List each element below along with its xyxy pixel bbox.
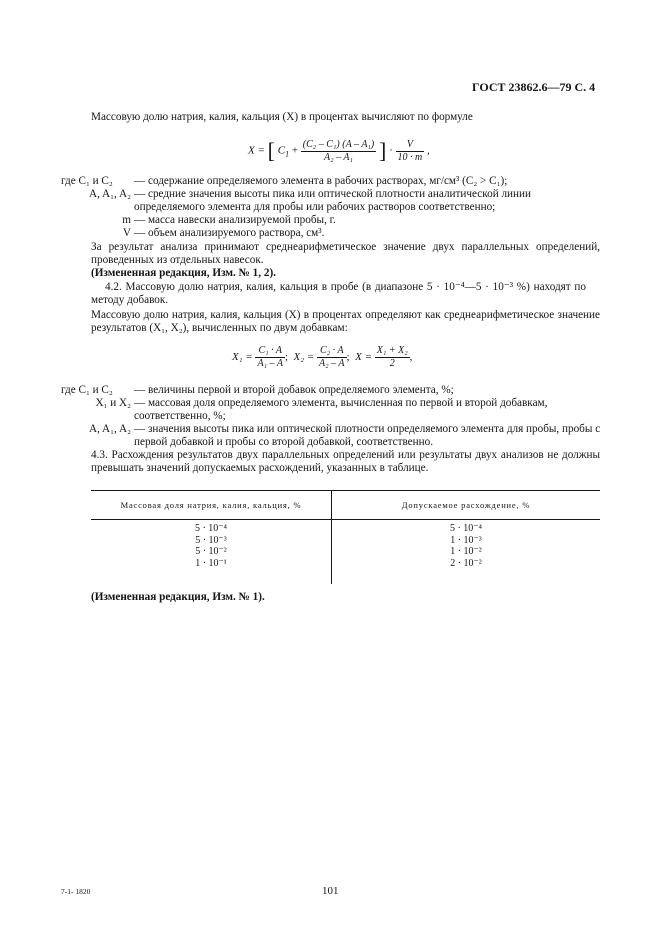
legend-2-symbol: A, A₁, A₂ [89,423,131,435]
section-4-3: 4.3. Расхождения результатов двух параллельных определений или результаты двух анализов не должны превышать значений допускаемых расхождений, указанных в таблице. [91,449,600,474]
legend-1-text: — масса навески анализируемой пробы, г. [134,214,336,226]
legend-1-row [61,227,601,240]
formula-1-fraction-2 [396,139,425,164]
fraction-2-denominator: 10 · m [397,151,423,163]
table-value: 5 · 10⁻² [195,546,227,557]
table-header-tolerance: Допускаемое расхождение, % [332,491,601,520]
tolerance-table [91,490,600,584]
legend-2-symbol: X₁ и X₂ [95,397,131,409]
table-header-row [91,491,600,520]
legend-1-symbol: m [122,214,131,226]
fraction-2-numerator: V [396,139,425,152]
formula-2-x2-fraction [317,345,347,370]
edit-note-2: (Измененная редакция, Изм. № 1). [91,591,265,603]
x1-denominator: A₁ – A [257,358,283,369]
result-paragraph: За результат анализа принимают среднеарифметическое значение двух параллельных определений, проведенных из отдельных навесок. [91,241,600,266]
formula-1-lhs: X = [248,144,265,157]
formula-1-plus: + [291,144,299,157]
legend-1-symbol: где C₁ и C₂ [61,175,113,187]
bracket-close: ] [379,138,387,163]
table-value: 2 · 10⁻² [450,557,482,569]
formula-1-fraction-1 [301,139,376,164]
legend-1-text: — средние значения высоты пика или оптической плотности аналитической линии определяемого элемента для пробы или рабочих растворов соответственно; [134,188,532,213]
intro-paragraph: Массовую долю натрия, калия, кальция (X) в процентах вычисляют по формуле [91,111,473,123]
x2-denominator: A₂ – A [319,358,345,369]
legend-2-row [61,423,601,449]
table-header-mass-fraction: Массовая доля натрия, калия, кальция, % [91,491,332,520]
table-value: 1 · 10⁻² [450,546,482,557]
legend-1-row [61,188,601,214]
formula-2-sep: ; [346,351,350,364]
x-numerator: X₁ + X₂ [376,345,408,356]
legend-1-row [61,214,601,227]
x1-numerator: C₁ · A [255,345,285,358]
table-cell-tolerance [332,520,601,585]
formula-2-x1-lhs: X₁ = [232,351,253,364]
table-row [91,520,600,585]
legend-1-row [61,175,601,188]
formula-1 [248,138,430,172]
table-value: 5 · 10⁻⁴ [194,523,228,534]
print-code: 7-1- 1820 [61,887,91,896]
formula-2 [232,345,412,370]
section-4-2-method: Массовую долю натрия, калия, кальция (X) в процентах определяют как среднеарифметическое значение результатов (X₁, X₂), вычисленных по двум добавкам: [91,309,600,334]
formula-2-x-fraction [375,345,410,370]
legend-2-text: — массовая доля определяемого элемента, вычисленная по первой и второй добавкам, соответственно, %; [134,397,548,422]
x-denominator: 2 [389,358,395,369]
formula-1-c-sub: 1 [285,149,290,159]
x2-numerator: C₂ · A [317,345,347,358]
formula-2-x1-fraction [255,345,285,370]
legend-2-text: — значения высоты пика или оптической плотности определяемого элемента для пробы, пробы с первой добавкой и пробы со второй добавкой, соответственно. [134,423,601,448]
fraction-1-numerator: (C₂ – C₁) (A – A₁) [302,138,375,150]
legend-1-symbol: A, A₁, A₂ [89,188,131,200]
table-value: 1 · 10⁻³ [450,534,482,546]
formula-1-dot: · [389,144,393,157]
fraction-1-denominator: A₂ – A₁ [324,151,354,163]
bracket-open: [ [267,138,275,163]
table-cell-mass-fraction [91,520,332,585]
page-number: 101 [322,885,339,897]
formula-1-end: , [426,144,430,157]
section-4-2: 4.2. Массовую долю натрия, калия, кальция в пробе (в диапазоне 5 · 10⁻⁴—5 · 10⁻³ %) находят по методу добавок. [91,281,586,306]
legend-1-text: — содержание определяемого элемента в рабочих растворах, мг/см³ (C₂ > C₁); [134,175,508,187]
legend-1-symbol: V [122,227,131,239]
formula-2-sep: ; [284,351,289,364]
standard-header: ГОСТ 23862.6—79 С. 4 [472,80,596,94]
legend-2-row [61,397,601,423]
legend-2-text: — величины первой и второй добавок определяемого элемента, %; [134,384,454,396]
formula-2-x-lhs: X = [355,351,372,364]
table-value: 5 · 10⁻³ [195,534,227,546]
table-value: 5 · 10⁻⁴ [449,523,483,534]
formula-2-end: , [409,351,413,364]
formula-2-x2-lhs: X₂ = [293,351,315,364]
table-value: 1 · 10⁻¹ [195,557,227,569]
legend-2-row [61,384,601,397]
legend-1-text: — объем анализируемого раствора, см³. [134,227,325,239]
formula-1-c: C [277,144,286,157]
edit-note-1: (Измененная редакция, Изм. № 1, 2). [91,267,276,279]
legend-2-symbol: где C₁ и C₂ [61,384,113,396]
